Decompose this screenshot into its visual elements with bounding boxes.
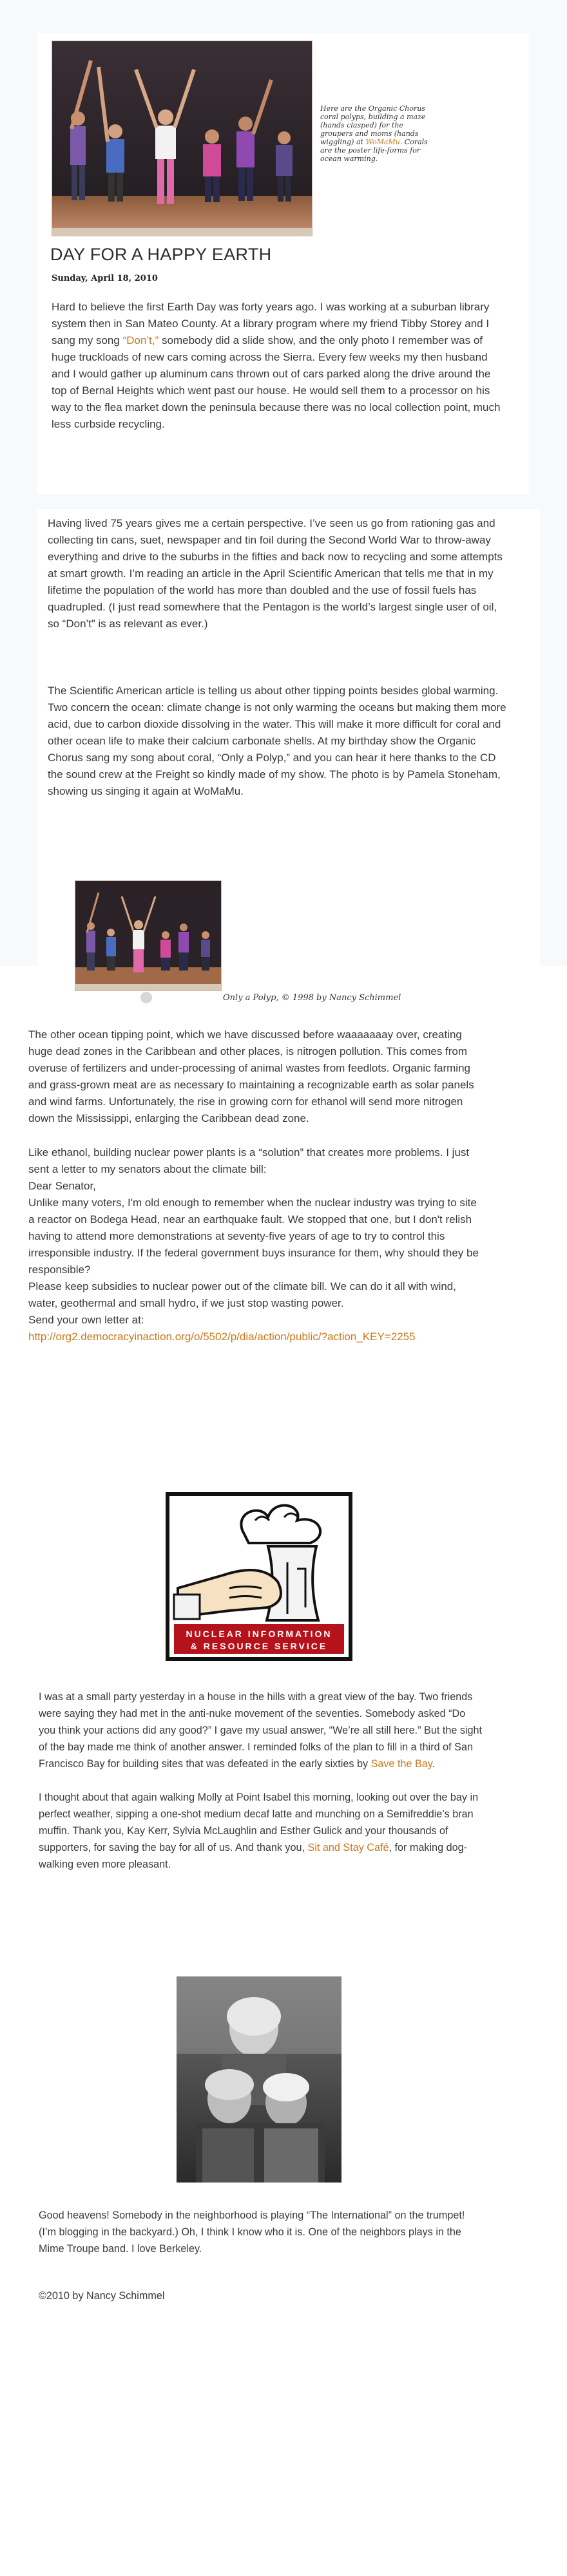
p1-text: Hard to believe the first Earth Day was forty years ago. I was working at a suburban library system then in San Mateo County. At a library program where my friend Tibby Storey and I sang my song	[52, 301, 490, 346]
dont-song-link[interactable]: “Don’t,”	[122, 334, 159, 346]
organic-chorus-photo	[52, 41, 312, 236]
copyright-notice: ©2010 by Nancy Schimmel	[39, 2290, 165, 2302]
paragraph-5	[28, 1144, 479, 1345]
womamu-link[interactable]: WoMaMu	[365, 138, 400, 146]
photo1-caption-text-end: . Corals are the poster life-forms for ocean warming.	[320, 138, 428, 163]
nirs-logo-line-2: & RESOURCE SERVICE	[190, 1641, 328, 1651]
photo1-caption-text: Here are the Organic Chorus coral polyps, building a maze (hands clasped) for the groupers and moms (hands wiggling) at	[320, 104, 426, 146]
nirs-logo	[165, 1492, 353, 1664]
p1-text-end: somebody did a slide show, and the only photo I remember was of huge truckloads of new cars coming across the Sierra. Every few weeks my then husband and I would gather up aluminum cans thrown out of cars parked along the drive around the top of Bernal Heights which went past our house. He would sell them to a processor on his way to the flea market down the peninsula because there was no local collection point, much less curbside recycling.	[52, 334, 501, 430]
sit-and-stay-cafe-link[interactable]: Sit and Stay Café	[307, 1842, 389, 1853]
portrait-photo-art	[177, 1976, 341, 2183]
photo-scroll-marker-icon	[140, 992, 152, 1003]
p6-text: I was at a small party yesterday in a house in the hills with a great view of the bay. Two friends were saying they had met in the anti-nuke movement of the seventies. Somebody asked “Do you think your actions did any good?” I gave my usual answer, “We’re all still here.” But the sight of the bay made me think of another answer. I reminded folks of the plan to fill in a third of San Francisco Bay for building sites that was defeated in the early sixties by	[39, 1691, 483, 1770]
paragraph-2: Having lived 75 years gives me a certain perspective. I’ve seen us go from rationing gas and collecting tin cans, suet, newspaper and tin foil during the Second World War to throw-away everything and drive to the suburbs in the fifties and back now to recycling and some attempts at smart growth. I’m reading an article in the April Scientific American that tells me that in my lifetime the population of the world has more than doubled and the use of fossil fuels has quadrupled. (I just read somewhere that the Pentagon is the world’s largest single user of oil, so “Don’t” is as relevant as ever.)	[48, 517, 503, 630]
organic-chorus-photo-caption	[320, 104, 434, 163]
only-a-polyp-photo	[75, 880, 222, 991]
democracy-in-action-link[interactable]: http://org2.democracyinaction.org/o/5502/p/dia/action/public/?action_KEY=2255	[28, 1331, 416, 1343]
paragraph-6	[39, 1689, 483, 1772]
p7-text: I thought about that again walking Molly at Point Isabel this morning, looking out over the bay in perfect weather, sipping a one-shot medium decaf latte and munching on a Semifreddie’s bran muffin. Thank you, Kay Kerr, Sylvia McLaughlin and Esther Gulick and your thousands of supporters, for saving the bay for all of us. And thank you,	[39, 1792, 479, 1853]
save-the-bay-link[interactable]: Save the Bay	[370, 1758, 432, 1770]
post-date: Sunday, April 18, 2010	[52, 274, 158, 283]
p6-text-end: .	[432, 1758, 436, 1770]
p5-line-1: Like ethanol, building nuclear power plants is a “solution” that creates more problems. I just sent a letter to my senators about the climate bill:	[28, 1146, 470, 1175]
nirs-logo-art	[165, 1492, 353, 1664]
nirs-logo-line-1: NUCLEAR INFORMATION	[186, 1629, 332, 1639]
portrait-photo	[177, 1976, 341, 2183]
post-title: DAY FOR A HAPPY EARTH	[50, 245, 272, 264]
p5-line-5: Send your own letter at:	[28, 1314, 144, 1326]
paragraph-1	[52, 299, 503, 433]
paragraph-8: Good heavens! Somebody in the neighborhood is playing “The International” on the trumpet! (I’m blogging in the backyard.) Oh, I think I know who it is. One of the neighbors plays in the Mime Troupe band. I love Berkeley.	[39, 2210, 465, 2255]
paragraph-4: The other ocean tipping point, which we have discussed before waaaaaaay over, creating huge dead zones in the Caribbean and other places, is nitrogen pollution. This comes from overuse of fertilizers and under-processing of animal wastes from feedlots. Organic farming and grass-grown meat are as necessary to maintaining a recognizable earth as solar panels and wind farms. Unfortunately, the rise in growing corn for ethanol will send more nitrogen down the Mississippi, enlarging the Caribbean dead zone.	[28, 1028, 474, 1124]
paragraph-3: The Scientific American article is telling us about other tipping points besides global warming. Two concern the ocean: climate change is not only warming the oceans but making them more acid, due to carbon dioxide dissolving in the water. This will make it more difficult for coral and other ocean life to make their calcium carbonate shells. At my birthday show the Organic Chorus sang my song about coral, “Only a Polyp,” and you can hear it here thanks to the CD the sound crew at the Freight so kindly made of my show. The photo is by Pamela Stoneham, showing us singing it again at WoMaMu.	[48, 685, 506, 797]
only-a-polyp-photo-art	[75, 881, 221, 990]
p7-text-end: , for making dog-walking even more pleasant.	[39, 1842, 467, 1870]
paragraph-7	[39, 1789, 483, 1873]
only-a-polyp-caption: Only a Polyp, © 1998 by Nancy Schimmel	[223, 993, 401, 1003]
organic-chorus-photo-art	[52, 41, 312, 236]
p5-line-3: Unlike many voters, I'm old enough to remember when the nuclear industry was trying to site a reactor on Bodega Head, near an earthquake fault. We stopped that one, but I don't relish having to attend more demonstrations at seventy-five years of age to try to control this irresponsible industry. If the federal government buys insurance for them, why should they be responsible?	[28, 1197, 479, 1276]
p5-salutation: Dear Senator,	[28, 1180, 96, 1192]
p5-line-4: Please keep subsidies to nuclear power out of the climate bill. We can do it all with wind, water, geothermal and small hydro, if we just stop wasting power.	[28, 1280, 456, 1309]
